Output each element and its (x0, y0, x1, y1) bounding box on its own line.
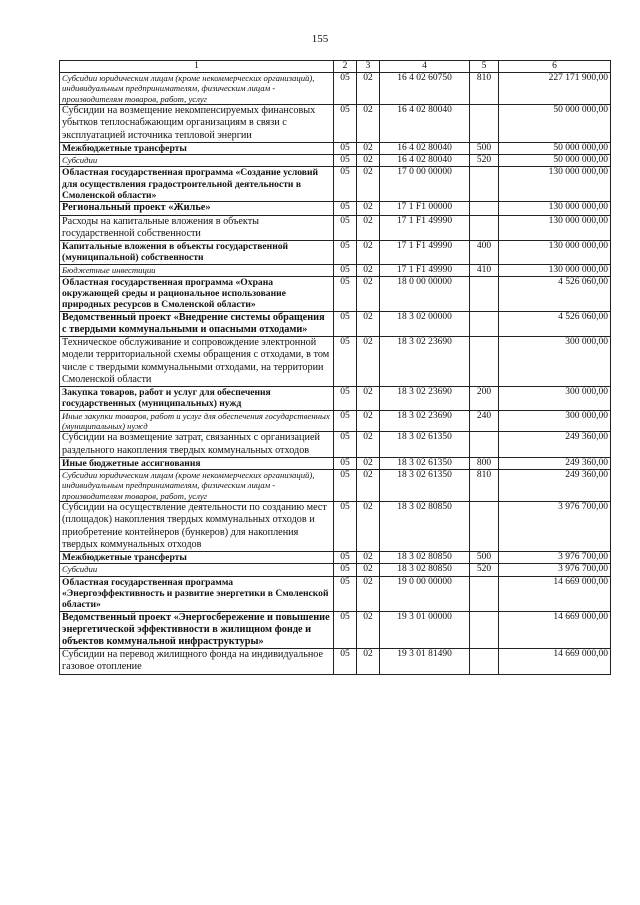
subsection-code-cell: 02 (357, 105, 380, 143)
section-code-cell: 05 (334, 167, 357, 202)
table-row (60, 73, 611, 105)
target-article-cell: 18 0 00 00000 (380, 276, 470, 311)
amount-cell: 300 000,00 (499, 386, 611, 410)
table-row (60, 240, 611, 264)
expense-type-cell: 410 (470, 264, 499, 276)
row-name-cell: Техническое обслуживание и сопровождение электронной модели территориальной схемы обращения с отходами, в том числе с твердыми коммунальными отходами, на территории Смоленской области (60, 337, 334, 387)
subsection-code-cell: 02 (357, 264, 380, 276)
target-article-cell: 16 4 02 60750 (380, 73, 470, 105)
amount-cell: 249 360,00 (499, 432, 611, 457)
section-code-cell: 05 (334, 264, 357, 276)
table-row (60, 457, 611, 469)
header-cell-5: 5 (470, 61, 499, 73)
section-code-cell: 05 (334, 215, 357, 240)
row-name-cell: Иные закупки товаров, работ и услуг для обеспечения государственных (муниципальных) нужд (60, 410, 334, 432)
target-article-cell: 16 4 02 80040 (380, 155, 470, 167)
table-row (60, 215, 611, 240)
subsection-code-cell: 02 (357, 240, 380, 264)
amount-cell: 130 000 000,00 (499, 167, 611, 202)
section-code-cell: 05 (334, 311, 357, 336)
section-code-cell: 05 (334, 576, 357, 611)
row-name-cell: Иные бюджетные ассигнования (60, 457, 334, 469)
subsection-code-cell: 02 (357, 215, 380, 240)
table-row (60, 155, 611, 167)
subsection-code-cell: 02 (357, 167, 380, 202)
amount-cell: 4 526 060,00 (499, 276, 611, 311)
table-row (60, 576, 611, 611)
subsection-code-cell: 02 (357, 649, 380, 674)
section-code-cell: 05 (334, 432, 357, 457)
amount-cell: 130 000 000,00 (499, 202, 611, 215)
subsection-code-cell: 02 (357, 311, 380, 336)
table-row (60, 264, 611, 276)
row-name-cell: Межбюджетные трансферты (60, 552, 334, 564)
target-article-cell: 18 3 02 80850 (380, 564, 470, 576)
table-row (60, 337, 611, 387)
section-code-cell: 05 (334, 649, 357, 674)
row-name-cell: Ведомственный проект «Энергосбережение и повышение энергетической эффективности в жилищном фонде и объектов коммунальной инфраструктуры» (60, 611, 334, 649)
section-code-cell: 05 (334, 155, 357, 167)
amount-cell: 14 669 000,00 (499, 611, 611, 649)
section-code-cell: 05 (334, 142, 357, 154)
amount-cell: 50 000 000,00 (499, 142, 611, 154)
target-article-cell: 18 3 02 23690 (380, 410, 470, 432)
row-name-cell: Региональный проект «Жилье» (60, 202, 334, 215)
expense-type-cell: 400 (470, 240, 499, 264)
row-name-cell: Ведомственный проект «Внедрение системы обращения с твердыми коммунальными и опасными отходами» (60, 311, 334, 336)
section-code-cell: 05 (334, 202, 357, 215)
expense-type-cell: 240 (470, 410, 499, 432)
target-article-cell: 17 1 F1 49990 (380, 264, 470, 276)
header-row (60, 61, 611, 73)
section-code-cell: 05 (334, 564, 357, 576)
target-article-cell: 18 3 02 23690 (380, 337, 470, 387)
row-name-cell: Расходы на капитальные вложения в объекты государственной собственности (60, 215, 334, 240)
row-name-cell: Капитальные вложения в объекты государственной (муниципальной) собственности (60, 240, 334, 264)
target-article-cell: 17 0 00 00000 (380, 167, 470, 202)
expense-type-cell (470, 337, 499, 387)
row-name-cell: Субсидии (60, 155, 334, 167)
target-article-cell: 18 3 02 61350 (380, 432, 470, 457)
subsection-code-cell: 02 (357, 202, 380, 215)
subsection-code-cell: 02 (357, 386, 380, 410)
section-code-cell: 05 (334, 457, 357, 469)
expense-type-cell (470, 105, 499, 143)
table-row (60, 202, 611, 215)
row-name-cell: Субсидии на возмещение затрат, связанных с организацией раздельного накопления твердых коммунальных отходов (60, 432, 334, 457)
expense-type-cell: 810 (470, 470, 499, 502)
target-article-cell: 18 3 02 80850 (380, 502, 470, 552)
amount-cell: 3 976 700,00 (499, 502, 611, 552)
target-article-cell: 18 3 02 61350 (380, 470, 470, 502)
header-cell-4: 4 (380, 61, 470, 73)
section-code-cell: 05 (334, 337, 357, 387)
expense-type-cell (470, 202, 499, 215)
expense-type-cell (470, 502, 499, 552)
section-code-cell: 05 (334, 73, 357, 105)
amount-cell: 3 976 700,00 (499, 552, 611, 564)
row-name-cell: Субсидии на перевод жилищного фонда на индивидуальное газовое отопление (60, 649, 334, 674)
section-code-cell: 05 (334, 276, 357, 311)
row-name-cell: Субсидии юридическим лицам (кроме некоммерческих организаций), индивидуальным предпринимателям, физическим лицам - производителям товаров, работ, услуг (60, 73, 334, 105)
table-row (60, 167, 611, 202)
row-name-cell: Областная государственная программа «Энергоэффективность и развитие энергетики в Смоленской области» (60, 576, 334, 611)
subsection-code-cell: 02 (357, 552, 380, 564)
target-article-cell: 16 4 02 80040 (380, 105, 470, 143)
row-name-cell: Бюджетные инвестиции (60, 264, 334, 276)
subsection-code-cell: 02 (357, 337, 380, 387)
table-row (60, 649, 611, 674)
table-row (60, 611, 611, 649)
subsection-code-cell: 02 (357, 576, 380, 611)
row-name-cell: Областная государственная программа «Создание условий для осуществления градостроительной деятельности в Смоленской области» (60, 167, 334, 202)
page-number: 155 (311, 33, 329, 45)
expense-type-cell (470, 611, 499, 649)
target-article-cell: 17 1 F1 49990 (380, 215, 470, 240)
section-code-cell: 05 (334, 552, 357, 564)
section-code-cell: 05 (334, 470, 357, 502)
amount-cell: 50 000 000,00 (499, 155, 611, 167)
table-row (60, 276, 611, 311)
section-code-cell: 05 (334, 611, 357, 649)
expense-type-cell: 520 (470, 564, 499, 576)
row-name-cell: Областная государственная программа «Охрана окружающей среды и рациональное использование природных ресурсов в Смоленской области» (60, 276, 334, 311)
amount-cell: 14 669 000,00 (499, 649, 611, 674)
table-row (60, 432, 611, 457)
row-name-cell: Субсидии на осуществление деятельности по созданию мест (площадок) накопления твердых коммунальных отходов и приобретение контейнеров (бункеров) для накопления твердых коммунальных отходов (60, 502, 334, 552)
budget-table (59, 60, 611, 675)
subsection-code-cell: 02 (357, 432, 380, 457)
row-name-cell: Субсидии на возмещение некомпенсируемых финансовых убытков теплоснабжающим организациям в связи с эксплуатацией источника тепловой энергии (60, 105, 334, 143)
header-cell-2: 2 (334, 61, 357, 73)
expense-type-cell (470, 215, 499, 240)
table-row (60, 386, 611, 410)
expense-type-cell (470, 276, 499, 311)
amount-cell: 130 000 000,00 (499, 264, 611, 276)
target-article-cell: 18 3 02 23690 (380, 386, 470, 410)
subsection-code-cell: 02 (357, 564, 380, 576)
subsection-code-cell: 02 (357, 502, 380, 552)
subsection-code-cell: 02 (357, 155, 380, 167)
subsection-code-cell: 02 (357, 276, 380, 311)
amount-cell: 4 526 060,00 (499, 311, 611, 336)
section-code-cell: 05 (334, 410, 357, 432)
expense-type-cell (470, 167, 499, 202)
expense-type-cell: 200 (470, 386, 499, 410)
section-code-cell: 05 (334, 240, 357, 264)
target-article-cell: 18 3 02 00000 (380, 311, 470, 336)
amount-cell: 249 360,00 (499, 457, 611, 469)
table-row (60, 311, 611, 336)
target-article-cell: 19 0 00 00000 (380, 576, 470, 611)
amount-cell: 130 000 000,00 (499, 215, 611, 240)
header-cell-1: 1 (60, 61, 334, 73)
row-name-cell: Закупка товаров, работ и услуг для обеспечения государственных (муниципальных) нужд (60, 386, 334, 410)
target-article-cell: 17 1 F1 49990 (380, 240, 470, 264)
subsection-code-cell: 02 (357, 470, 380, 502)
section-code-cell: 05 (334, 105, 357, 143)
expense-type-cell: 520 (470, 155, 499, 167)
target-article-cell: 18 3 02 61350 (380, 457, 470, 469)
amount-cell: 227 171 900,00 (499, 73, 611, 105)
amount-cell: 300 000,00 (499, 337, 611, 387)
row-name-cell: Субсидии (60, 564, 334, 576)
expense-type-cell (470, 649, 499, 674)
header-cell-6: 6 (499, 61, 611, 73)
header-cell-3: 3 (357, 61, 380, 73)
row-name-cell: Межбюджетные трансферты (60, 142, 334, 154)
subsection-code-cell: 02 (357, 142, 380, 154)
expense-type-cell (470, 576, 499, 611)
table-row (60, 410, 611, 432)
subsection-code-cell: 02 (357, 73, 380, 105)
expense-type-cell (470, 311, 499, 336)
expense-type-cell: 500 (470, 142, 499, 154)
section-code-cell: 05 (334, 502, 357, 552)
expense-type-cell: 500 (470, 552, 499, 564)
expense-type-cell: 810 (470, 73, 499, 105)
amount-cell: 300 000,00 (499, 410, 611, 432)
amount-cell: 130 000 000,00 (499, 240, 611, 264)
expense-type-cell: 800 (470, 457, 499, 469)
table-row (60, 470, 611, 502)
target-article-cell: 17 1 F1 00000 (380, 202, 470, 215)
table-row (60, 564, 611, 576)
table-row (60, 142, 611, 154)
target-article-cell: 18 3 02 80850 (380, 552, 470, 564)
target-article-cell: 19 3 01 81490 (380, 649, 470, 674)
subsection-code-cell: 02 (357, 611, 380, 649)
amount-cell: 14 669 000,00 (499, 576, 611, 611)
table-row (60, 552, 611, 564)
target-article-cell: 16 4 02 80040 (380, 142, 470, 154)
table-row (60, 502, 611, 552)
row-name-cell: Субсидии юридическим лицам (кроме некоммерческих организаций), индивидуальным предпринимателям, физическим лицам - производителям товаров, работ, услуг (60, 470, 334, 502)
subsection-code-cell: 02 (357, 457, 380, 469)
amount-cell: 3 976 700,00 (499, 564, 611, 576)
subsection-code-cell: 02 (357, 410, 380, 432)
target-article-cell: 19 3 01 00000 (380, 611, 470, 649)
table-row (60, 105, 611, 143)
section-code-cell: 05 (334, 386, 357, 410)
amount-cell: 50 000 000,00 (499, 105, 611, 143)
expense-type-cell (470, 432, 499, 457)
amount-cell: 249 360,00 (499, 470, 611, 502)
